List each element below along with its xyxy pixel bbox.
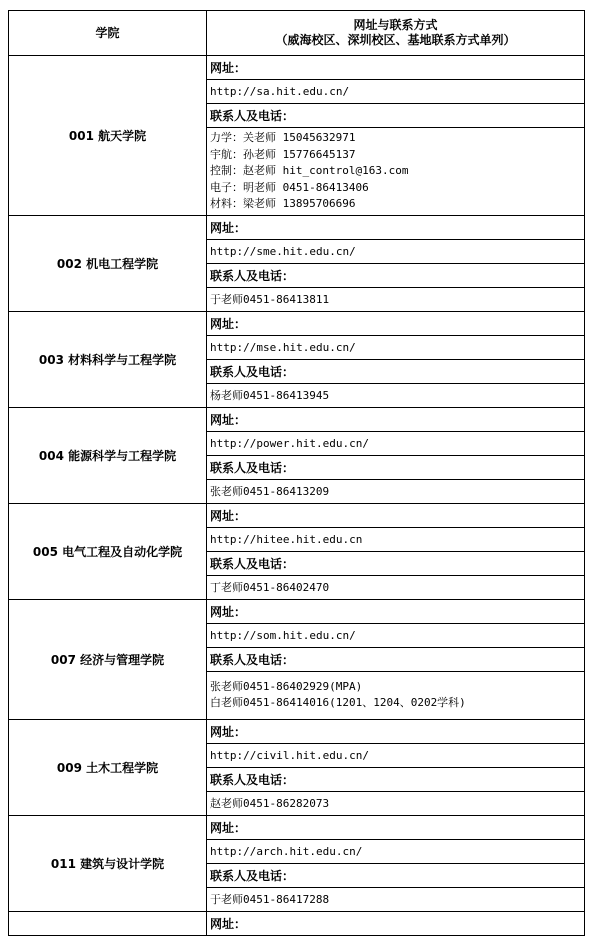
url-label: 网址：	[207, 911, 585, 935]
contact-label: 联系人及电话：	[207, 551, 585, 575]
table-row	[9, 719, 585, 743]
school-name: 003 材料科学与工程学院	[9, 311, 207, 407]
school-name: 011 建筑与设计学院	[9, 815, 207, 911]
school-url-link[interactable]: http://civil.hit.edu.cn/	[207, 743, 585, 767]
contact-line: 电子：明老师 0451-86413406	[210, 180, 369, 194]
url-label: 网址：	[207, 311, 585, 335]
contact-label: 联系人及电话：	[207, 104, 585, 128]
table-row	[9, 56, 585, 80]
header-contact	[207, 11, 585, 56]
school-name: 007 经济与管理学院	[9, 599, 207, 719]
url-label: 网址：	[207, 503, 585, 527]
school-url-link[interactable]: http://power.hit.edu.cn/	[207, 431, 585, 455]
header-school: 学院	[9, 11, 207, 56]
url-label: 网址：	[207, 815, 585, 839]
contact-label: 联系人及电话：	[207, 263, 585, 287]
url-label: 网址：	[207, 599, 585, 623]
school-url-link[interactable]: http://arch.hit.edu.cn/	[207, 839, 585, 863]
table-row	[9, 407, 585, 431]
school-name-partial	[9, 911, 207, 935]
school-name: 009 土木工程学院	[9, 719, 207, 815]
contact-label: 联系人及电话：	[207, 767, 585, 791]
school-url-link[interactable]: http://sa.hit.edu.cn/	[207, 80, 585, 104]
contact-label: 联系人及电话：	[207, 359, 585, 383]
contact-info: 赵老师0451-86282073	[207, 791, 585, 815]
table-row	[9, 911, 585, 935]
school-url-link[interactable]: http://mse.hit.edu.cn/	[207, 335, 585, 359]
school-name: 004 能源科学与工程学院	[9, 407, 207, 503]
url-label: 网址：	[207, 56, 585, 80]
contact-line: 宇航：孙老师 15776645137	[210, 147, 356, 161]
contact-label: 联系人及电话：	[207, 863, 585, 887]
contact-line: 材料：梁老师 13895706696	[210, 197, 356, 210]
table-row	[9, 815, 585, 839]
contact-info: 于老师0451-86417288	[207, 887, 585, 911]
url-label: 网址：	[207, 407, 585, 431]
contact-info: 丁老师0451-86402470	[207, 575, 585, 599]
table-row	[9, 599, 585, 623]
header-row	[9, 11, 585, 56]
contact-info	[207, 128, 585, 216]
contact-line: 张老师0451-86402929(MPA)	[210, 679, 363, 693]
contact-info: 张老师0451-86413209	[207, 479, 585, 503]
table-row	[9, 503, 585, 527]
url-label: 网址：	[207, 719, 585, 743]
contact-info: 杨老师0451-86413945	[207, 383, 585, 407]
school-name: 002 机电工程学院	[9, 215, 207, 311]
table-row	[9, 311, 585, 335]
contact-table	[8, 10, 585, 936]
contact-line: 力学：关老师 15045632971	[210, 131, 356, 144]
contact-line: 控制：赵老师 hit_control@163.com	[210, 164, 409, 177]
school-url-link[interactable]: http://som.hit.edu.cn/	[207, 623, 585, 647]
header-contact-note: （威海校区、深圳校区、基地联系方式单列）	[275, 33, 516, 47]
url-label: 网址：	[207, 215, 585, 239]
school-name: 005 电气工程及自动化学院	[9, 503, 207, 599]
school-url-link[interactable]: http://hitee.hit.edu.cn	[207, 527, 585, 551]
table-row	[9, 215, 585, 239]
contact-line: 白老师0451-86414016(1201、1204、0202学科)	[210, 696, 466, 709]
school-url-link[interactable]: http://sme.hit.edu.cn/	[207, 239, 585, 263]
school-name: 001 航天学院	[9, 56, 207, 216]
contact-label: 联系人及电话：	[207, 455, 585, 479]
contact-label: 联系人及电话：	[207, 647, 585, 671]
contact-info: 于老师0451-86413811	[207, 287, 585, 311]
contact-info	[207, 671, 585, 719]
header-contact-title: 网址与联系方式	[353, 18, 438, 32]
